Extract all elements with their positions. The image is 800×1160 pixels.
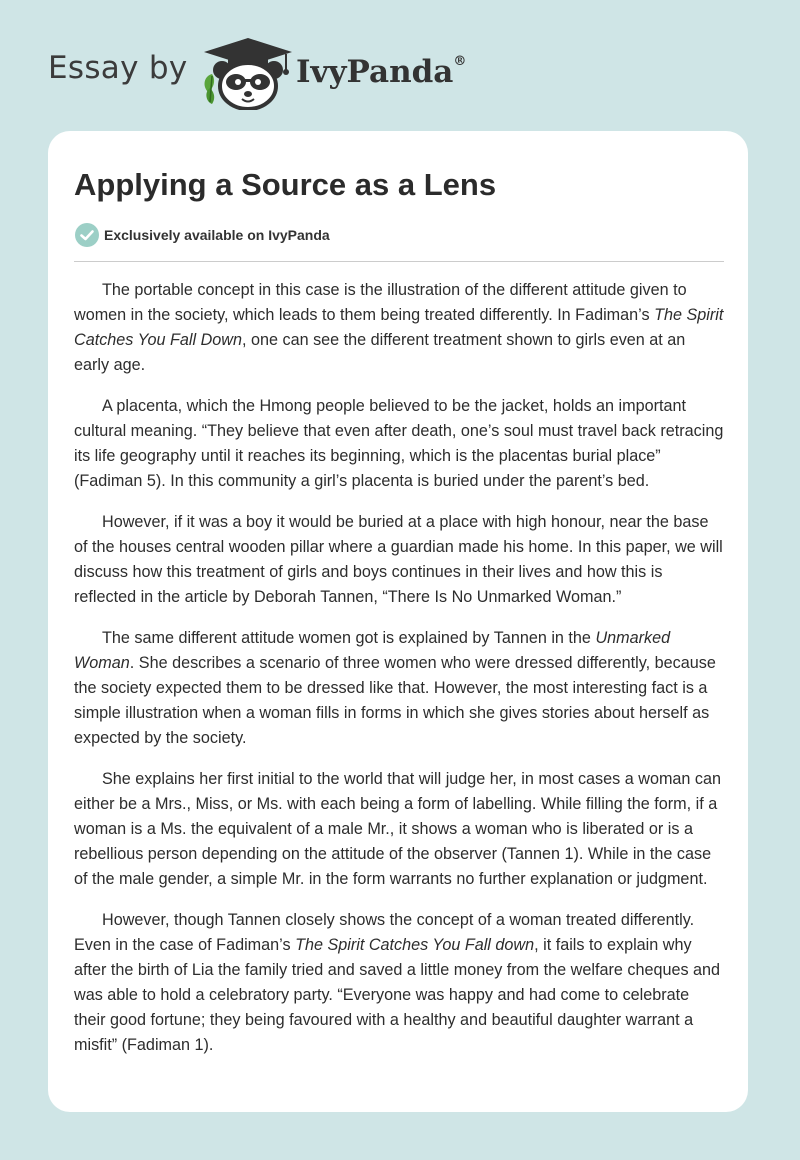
exclusive-badge [74, 222, 330, 248]
paragraph: The same different attitude women got is explained by Tannen in the Unmarked Woman. She describes a scenario of three women who were dressed differently, because the society expected them to be dressed like that. However, the most interesting fact is a simple illustration when a woman fills in forms in which she gives stories about herself as expected by the society. [74, 629, 716, 747]
page-title: Applying a Source as a Lens [74, 167, 497, 202]
paragraph: However, though Tannen closely shows the concept of a woman treated differently. Even in the case of Fadiman’s The Spirit Catches You Fall down, it fails to explain why after the birth of Lia the family tried and saved a little money from the welfare cheques and was able to hold a celebratory party. “Everyone was happy and had come to celebrate their good fortune; they being favoured with a healthy and beautiful daughter warrant a misfit” (Fadiman 1). [74, 911, 721, 1054]
essay-card [48, 131, 748, 1112]
panda-graduate-icon[interactable] [198, 36, 298, 110]
exclusive-label: Exclusively available on IvyPanda [104, 227, 330, 243]
paragraph: However, if it was a boy it would be buried at a place with high honour, near the base of the houses central wooden pillar where a guardian made his home. In this paper, we will discuss how this treatment of girls and boys continues in their lives and how this is reflected in the article by Deborah Tannen, “There Is No Unmarked Woman.” [74, 513, 723, 606]
site-header [0, 0, 800, 130]
paragraph: She explains her first initial to the world that will judge her, in most cases a woman can either be a Mrs., Miss, or Ms. with each being a form of labelling. While filling the form, if a woman is a Ms. the equivalent of a male Mr., it shows a woman who is liberated or is a rebellious person depending on the attitude of the observer (Tannen 1). While in the case of the male gender, a simple Mr. in the form warrants no further explanation or judgment. [74, 770, 722, 888]
paragraph: The portable concept in this case is the illustration of the different attitude given to women in the society, which leads to them being treated differently. In Fadiman’s The Spirit Catches You Fall Down, one can see the different treatment shown to girls even at an early age. [74, 281, 724, 374]
essay-by-label: Essay by [48, 50, 188, 86]
brand-name[interactable]: IvyPanda® [296, 53, 467, 90]
article-body [74, 278, 724, 1058]
check-circle-icon [74, 222, 100, 248]
paragraph: A placenta, which the Hmong people believed to be the jacket, holds an important cultural meaning. “They believe that even after death, one’s soul must travel back retracing its life geography until it reaches its beginning, which is the placentas burial place” (Fadiman 5). In this community a girl’s placenta is buried under the parent’s bed. [74, 397, 724, 490]
divider [74, 261, 724, 262]
registered-mark: ® [453, 53, 467, 69]
